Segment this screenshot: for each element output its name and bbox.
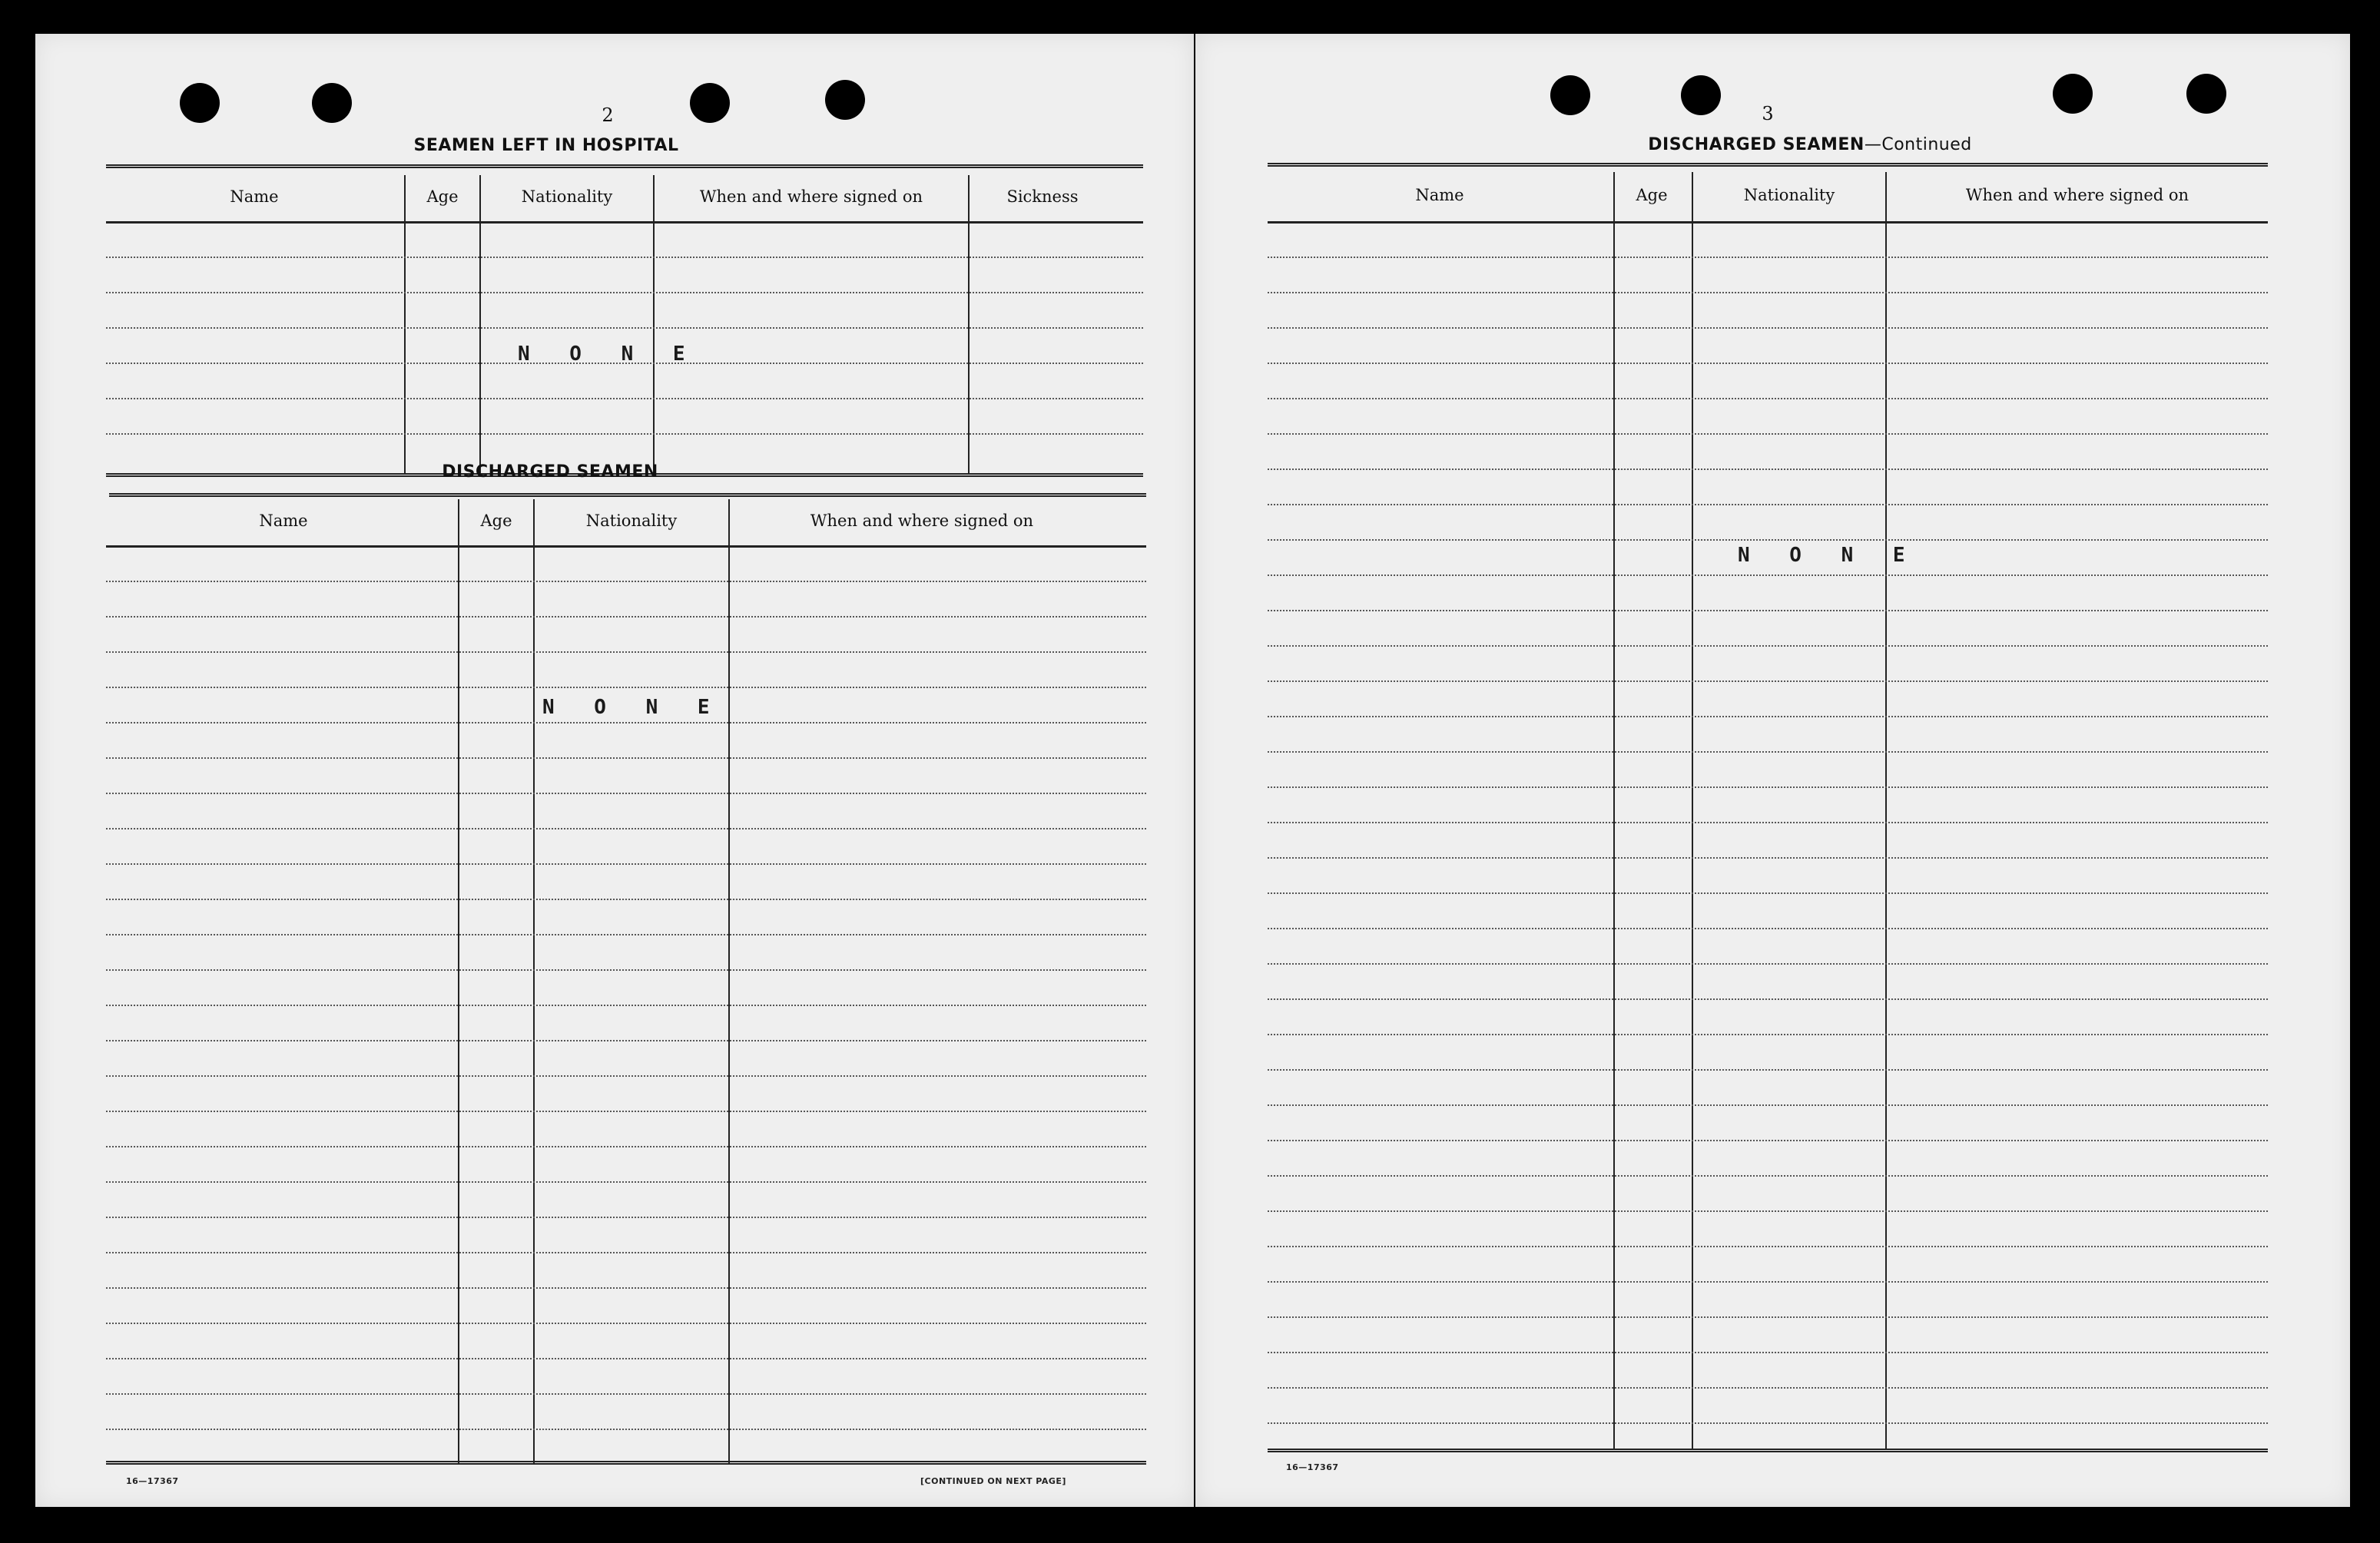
entry-line [1268,786,2268,788]
entry-line [1268,469,2268,470]
entry-line [1268,716,2268,717]
title-suffix: —Continued [1864,135,1972,154]
entry-line [106,793,1146,794]
col-age-header: Age [1636,186,1668,204]
entry-line [106,1358,1146,1359]
entry-line [1268,574,2268,576]
entry-line [106,1040,1146,1041]
continued-note: [CONTINUED ON NEXT PAGE] [920,1476,1066,1486]
title-main: DISCHARGED SEAMEN [1648,135,1865,154]
entry-line [1268,1316,2268,1318]
page-number: 3 [1762,103,1774,124]
header-rule [106,545,1146,548]
entry-line [106,292,1143,293]
entry-line [1268,1281,2268,1283]
discharged-continued-entry: N O N E [1738,544,1919,567]
entry-line [1268,327,2268,329]
col-age-header: Age [426,187,459,206]
col-name-header: Name [230,187,279,206]
punch-hole [180,83,220,123]
entry-line [1268,1210,2268,1212]
col-age-header: Age [480,512,512,530]
punch-hole [1681,75,1721,115]
entry-line [1268,645,2268,647]
entry-line [106,581,1146,582]
entry-line [106,1323,1146,1324]
discharged-continued-title [1510,135,2110,154]
col-nationality-header: Nationality [585,512,678,530]
entry-line [1268,1352,2268,1353]
entry-line [106,863,1146,865]
entry-line [1268,1069,2268,1071]
entry-line [1268,504,2268,505]
entry-line [1268,1422,2268,1424]
discharged-entry: N O N E [542,696,724,719]
col-name-header: Name [1415,186,1464,204]
entry-line [106,1146,1146,1147]
entry-line [1268,610,2268,611]
page-number: 2 [602,104,614,126]
punch-hole [2186,74,2226,114]
left-page [35,34,1194,1507]
entry-line [1268,1034,2268,1035]
entry-line [1268,751,2268,753]
column-divider [653,175,655,475]
header-rule [106,221,1143,224]
entry-line [1268,363,2268,364]
entry-line [1268,1140,2268,1141]
entry-line [106,257,1143,258]
entry-line [106,1181,1146,1183]
section-rule [106,164,1143,168]
entry-line [106,327,1143,329]
col-sickness-header: Sickness [1006,187,1079,206]
punch-hole [312,83,352,123]
hospital-section-title: SEAMEN LEFT IN HOSPITAL [413,136,679,155]
punch-hole [690,83,730,123]
bottom-rule [1268,1449,2268,1452]
section-rule [109,493,1146,497]
entry-line [1268,257,2268,258]
entry-line [106,757,1146,759]
entry-line [1268,892,2268,894]
entry-line [1268,292,2268,293]
form-code: 16—17367 [1286,1462,1339,1472]
entry-line [106,398,1143,399]
section-rule [1268,163,2268,167]
col-signed-on-header: When and where signed on [699,187,923,206]
punch-hole [825,80,865,120]
entry-line [106,1252,1146,1253]
entry-line [1268,1387,2268,1389]
right-page [1195,34,2350,1507]
column-divider [404,175,406,475]
entry-line [106,934,1146,935]
col-nationality-header: Nationality [1743,186,1835,204]
entry-line [1268,928,2268,929]
entry-line [106,651,1146,653]
header-rule [1268,221,2268,224]
punch-hole [2053,74,2093,114]
entry-line [106,687,1146,688]
entry-line [1268,1104,2268,1106]
entry-line [1268,539,2268,541]
punch-hole [1550,75,1590,115]
entry-line [106,828,1146,829]
col-signed-on-header: When and where signed on [1965,186,2189,204]
discharged-section-title: DISCHARGED SEAMEN [442,462,658,482]
hospital-entry: N O N E [518,343,699,366]
entry-line [106,1005,1146,1006]
entry-line [106,1217,1146,1218]
entry-line [1268,1175,2268,1177]
entry-line [106,899,1146,900]
column-divider [968,175,970,475]
col-nationality-header: Nationality [521,187,613,206]
form-code: 16—17367 [126,1476,179,1486]
entry-line [106,1429,1146,1430]
entry-line [106,1393,1146,1395]
entry-line [1268,857,2268,859]
entry-line [106,969,1146,971]
column-divider [533,499,535,1464]
column-divider [728,499,730,1464]
entry-line [1268,822,2268,823]
entry-line [1268,398,2268,399]
col-name-header: Name [259,512,308,530]
entry-line [1268,680,2268,682]
entry-line [1268,998,2268,1000]
col-signed-on-header: When and where signed on [810,512,1034,530]
entry-line [106,722,1146,723]
bottom-rule [106,1461,1146,1465]
entry-line [106,1075,1146,1077]
entry-line [106,616,1146,618]
entry-line [1268,963,2268,965]
column-divider [458,499,459,1464]
column-divider [479,175,481,475]
entry-line [106,1111,1146,1112]
entry-line [106,433,1143,435]
entry-line [106,1287,1146,1289]
entry-line [1268,433,2268,435]
entry-line [1268,1246,2268,1247]
